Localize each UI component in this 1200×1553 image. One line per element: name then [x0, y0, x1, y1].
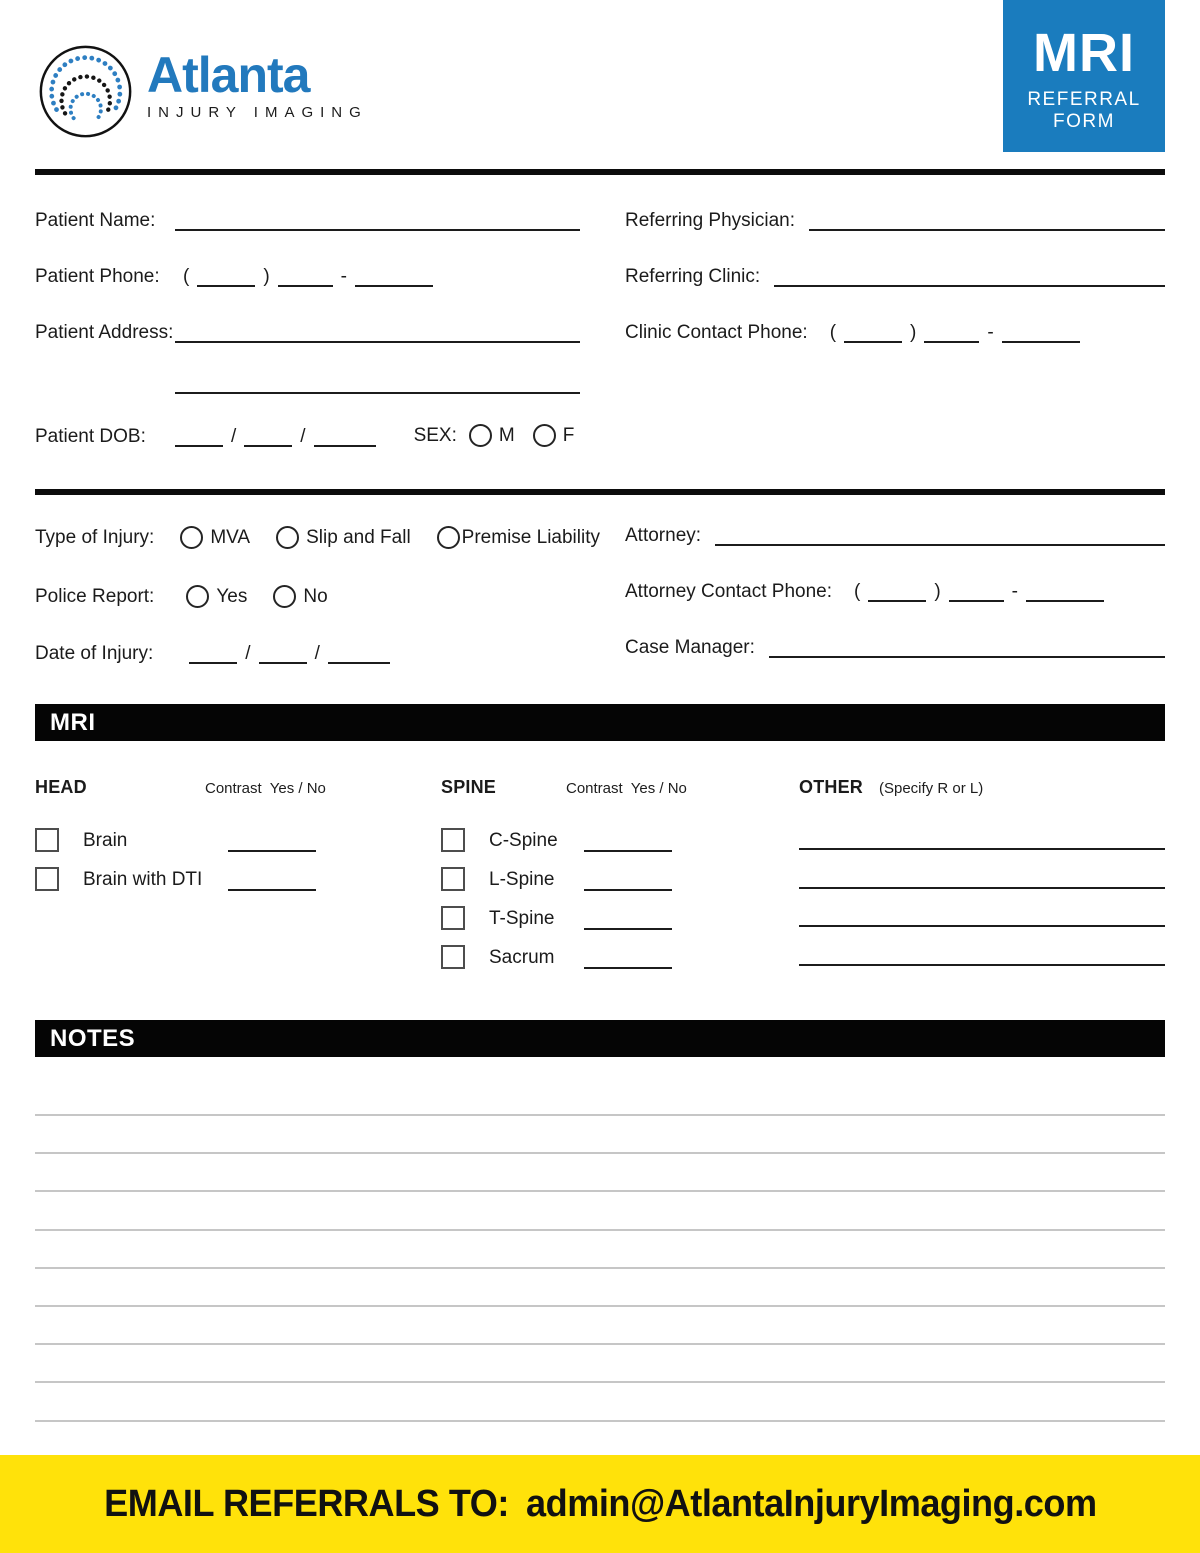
other-write-in-line[interactable] [799, 848, 1165, 850]
email-referrals-footer [0, 1455, 1200, 1553]
patient-address-row [35, 323, 580, 343]
mri-referral-form-badge [1003, 0, 1165, 152]
mri-item-c-spine [441, 828, 771, 852]
patient-dob-field [175, 427, 376, 447]
other-write-in-line[interactable] [799, 887, 1165, 889]
legal-column [625, 526, 1165, 664]
notes-line[interactable] [35, 1343, 1165, 1345]
brain-contrast-field[interactable] [228, 839, 316, 852]
badge-subtitle-line2: FORM [1053, 111, 1115, 133]
referring-clinic-label: Referring Clinic: [625, 266, 761, 287]
slash: / [300, 426, 306, 447]
police-no-radio[interactable] [273, 585, 296, 608]
clinic-phone-field [822, 323, 1080, 343]
injury-column [35, 526, 600, 664]
injury-type-row [35, 526, 600, 549]
police-report-label: Police Report: [35, 585, 155, 607]
mri-item-sacrum [441, 945, 771, 969]
paren-close: ) [263, 266, 270, 287]
premise-liability-radio[interactable] [437, 526, 460, 549]
sex-group [414, 424, 575, 447]
injury-type-option-premise-liability [437, 526, 600, 549]
patient-address-field-2[interactable] [175, 379, 580, 394]
patient-phone-line-field[interactable] [355, 272, 433, 287]
slash: / [231, 426, 237, 447]
mri-other-column [799, 777, 1165, 1002]
referring-physician-label: Referring Physician: [625, 210, 796, 231]
paren-open: ( [829, 322, 837, 343]
spine-column-title: SPINE [441, 777, 497, 797]
footer-label: EMAIL REFERRALS TO: [103, 1482, 509, 1525]
patient-phone-prefix-field[interactable] [278, 272, 333, 287]
t-spine-label: T-Spine [489, 908, 555, 929]
patient-dob-row [35, 424, 580, 447]
referring-physician-row [625, 211, 1165, 231]
referring-clinic-row [625, 267, 1165, 287]
dash: - [987, 322, 994, 343]
other-write-in-lines [799, 828, 1165, 966]
badge-title: MRI [1033, 23, 1135, 83]
injury-type-option-slip-and-fall [276, 526, 411, 549]
sex-male-radio[interactable] [469, 424, 492, 447]
patient-referral-section [0, 175, 1200, 447]
l-spine-label: L-Spine [489, 869, 555, 890]
brain-checkbox[interactable] [35, 828, 59, 852]
paren-open: ( [183, 266, 190, 287]
patient-phone-area-field[interactable] [197, 272, 255, 287]
other-specify-caption: (Specify R or L) [879, 780, 984, 797]
injury-year-field[interactable] [328, 649, 390, 664]
patient-name-field[interactable] [175, 216, 580, 231]
dob-month-field[interactable] [175, 432, 223, 447]
brand-name: Atlanta [147, 47, 310, 103]
notes-section-header: NOTES [35, 1020, 1165, 1057]
mri-spine-column [441, 777, 771, 1002]
patient-address-field-1[interactable] [175, 328, 580, 343]
injury-date-field [189, 644, 390, 664]
case-manager-label: Case Manager: [625, 637, 755, 658]
badge-subtitle-line1: REFERRAL [1027, 89, 1141, 111]
police-yes-radio[interactable] [186, 585, 209, 608]
referring-physician-field[interactable] [809, 216, 1165, 231]
premise-liability-label: Premise Liability [461, 526, 600, 548]
paren-close: ) [934, 581, 941, 602]
brain-label: Brain [83, 830, 128, 851]
attorney-phone-prefix-field[interactable] [949, 587, 1004, 602]
notes-line[interactable] [35, 1152, 1165, 1154]
spine-contrast-caption: Contrast Yes / No [566, 780, 687, 797]
notes-line[interactable] [35, 1114, 1165, 1116]
injury-month-field[interactable] [189, 649, 237, 664]
notes-line[interactable] [35, 1305, 1165, 1307]
notes-write-in-area [0, 1057, 1200, 1460]
t-spine-contrast-field[interactable] [584, 917, 672, 930]
notes-line[interactable] [35, 1190, 1165, 1192]
attorney-label: Attorney: [625, 525, 702, 546]
c-spine-label: C-Spine [489, 830, 558, 851]
clinic-phone-row [625, 323, 1165, 343]
mva-label: MVA [210, 526, 251, 548]
mri-head-column [35, 777, 413, 1002]
attorney-phone-row [625, 582, 1165, 602]
injury-date-label: Date of Injury: [35, 643, 154, 664]
sacrum-contrast-field[interactable] [584, 956, 672, 969]
patient-phone-row [35, 267, 580, 287]
form-header [0, 0, 1200, 169]
attorney-field[interactable] [715, 531, 1165, 546]
sex-male-label: M [498, 424, 515, 446]
head-column-title: HEAD [35, 777, 87, 797]
sex-option-male [469, 424, 515, 447]
attorney-phone-label: Attorney Contact Phone: [625, 581, 833, 602]
dob-year-field[interactable] [314, 432, 376, 447]
case-manager-field[interactable] [769, 643, 1165, 658]
mri-item-t-spine [441, 906, 771, 930]
dob-day-field[interactable] [244, 432, 292, 447]
patient-address-label: Patient Address: [35, 322, 174, 343]
other-write-in-line[interactable] [799, 925, 1165, 927]
brain-with-dti-checkbox[interactable] [35, 867, 59, 891]
slip-and-fall-label: Slip and Fall [306, 526, 411, 548]
sex-label: SEX: [413, 424, 457, 446]
mri-item-brain [35, 828, 413, 852]
case-manager-row [625, 638, 1165, 658]
t-spine-checkbox[interactable] [441, 906, 465, 930]
sex-female-label: F [562, 424, 575, 446]
head-contrast-caption: Contrast Yes / No [205, 780, 326, 797]
notes-line[interactable] [35, 1267, 1165, 1269]
clinic-phone-area-field[interactable] [844, 328, 902, 343]
c-spine-contrast-field[interactable] [584, 839, 672, 852]
mri-item-l-spine [441, 867, 771, 891]
attorney-phone-field [846, 582, 1104, 602]
footer-email: admin@AtlantaInjuryImaging.com [525, 1482, 1097, 1525]
slash: / [314, 643, 320, 664]
mri-section-header: MRI [35, 704, 1165, 741]
mri-section [0, 741, 1200, 1002]
referral-column [625, 211, 1165, 447]
patient-phone-label: Patient Phone: [35, 266, 160, 287]
attorney-row [625, 526, 1165, 546]
referring-clinic-field[interactable] [774, 272, 1165, 287]
paren-open: ( [854, 581, 861, 602]
injury-legal-section [0, 495, 1200, 664]
attorney-phone-line-field[interactable] [1026, 587, 1104, 602]
notes-line[interactable] [35, 1381, 1165, 1383]
other-write-in-line[interactable] [799, 964, 1165, 966]
l-spine-contrast-field[interactable] [584, 878, 672, 891]
attorney-phone-area-field[interactable] [868, 587, 926, 602]
sacrum-checkbox[interactable] [441, 945, 465, 969]
brand-tagline: INJURY IMAGING [147, 104, 368, 121]
patient-name-row [35, 211, 580, 231]
slash: / [245, 643, 251, 664]
police-no-label: No [303, 585, 328, 607]
other-column-title: OTHER [799, 777, 863, 797]
dash: - [340, 266, 347, 287]
notes-line[interactable] [35, 1420, 1165, 1422]
clinic-phone-line-field[interactable] [1002, 328, 1080, 343]
patient-dob-label: Patient DOB: [35, 426, 146, 447]
brain-with-dti-label: Brain with DTI [83, 869, 203, 890]
injury-date-row [35, 644, 580, 664]
sacrum-label: Sacrum [489, 947, 555, 968]
police-report-option-no [273, 585, 327, 608]
clinic-phone-prefix-field[interactable] [924, 328, 979, 343]
police-yes-label: Yes [216, 585, 248, 607]
clinic-phone-label: Clinic Contact Phone: [625, 322, 808, 343]
company-logo [38, 42, 368, 142]
c-spine-checkbox[interactable] [441, 828, 465, 852]
mva-radio[interactable] [180, 526, 203, 549]
concentric-arcs-logo-icon [38, 42, 133, 142]
sex-option-female [533, 424, 575, 447]
sex-female-radio[interactable] [533, 424, 556, 447]
l-spine-checkbox[interactable] [441, 867, 465, 891]
police-report-row [35, 585, 580, 608]
police-report-option-yes [186, 585, 247, 608]
dash: - [1011, 581, 1018, 602]
patient-column [35, 211, 580, 447]
notes-line[interactable] [35, 1229, 1165, 1231]
slip-and-fall-radio[interactable] [276, 526, 299, 549]
patient-address-row-2 [35, 379, 580, 394]
patient-phone-field [175, 267, 433, 287]
paren-close: ) [910, 322, 917, 343]
injury-day-field[interactable] [259, 649, 307, 664]
brain-with-dti-contrast-field[interactable] [228, 878, 316, 891]
mri-item-brain-with-dti [35, 867, 413, 891]
injury-type-option-mva [180, 526, 250, 549]
patient-name-label: Patient Name: [35, 210, 156, 231]
injury-type-label: Type of Injury: [35, 526, 155, 548]
